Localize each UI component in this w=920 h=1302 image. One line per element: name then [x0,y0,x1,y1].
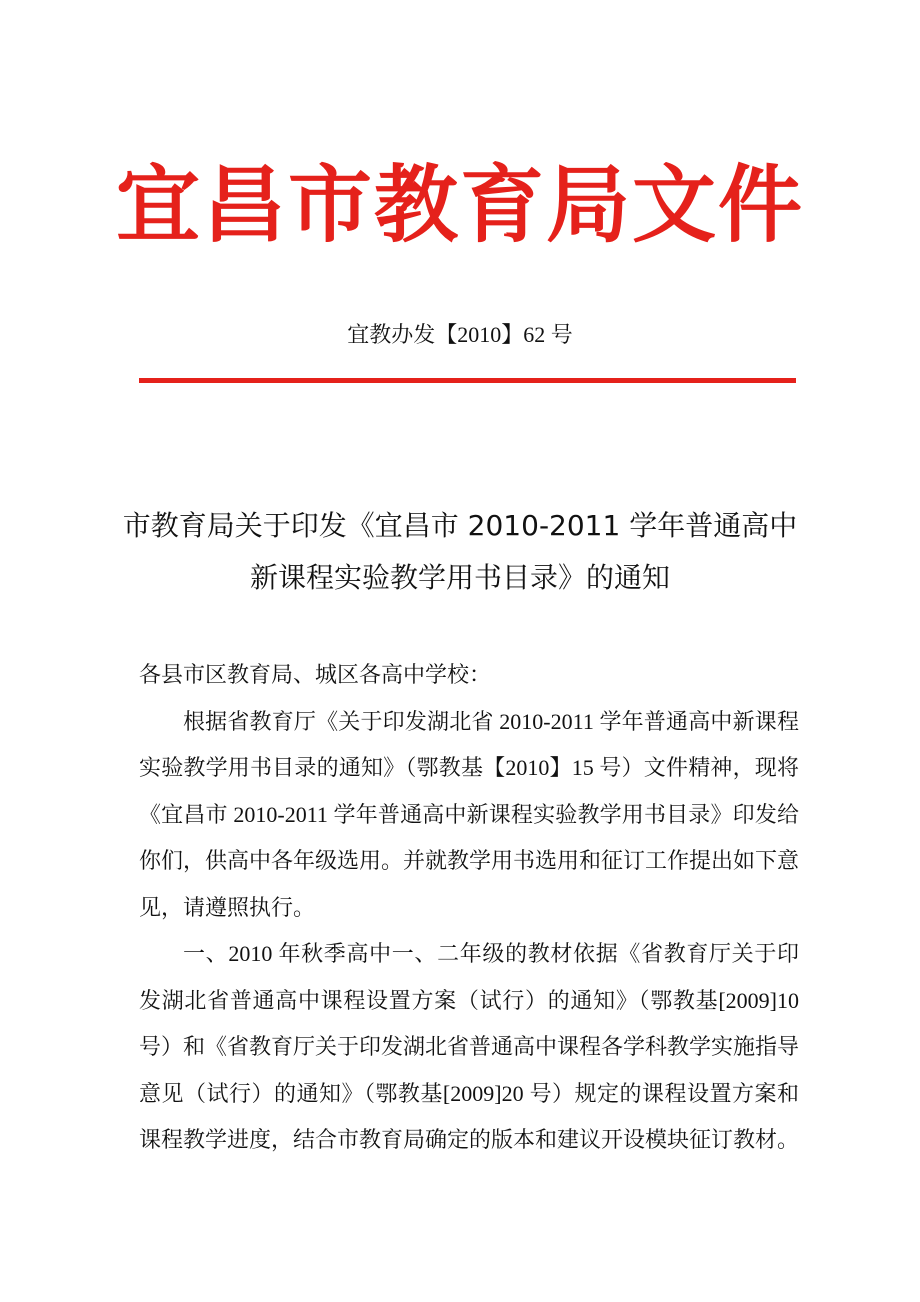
document-number: 宜教办发【2010】62 号 [347,322,573,347]
notice-title-line-2: 新课程实验教学用书目录》的通知 [249,561,670,594]
body-paragraph-1: 根据省教育厅《关于印发湖北省 2010-2011 学年普通高中新课程实验教学用书目录的通知》（鄂教基【2010】15 号）文件精神，现将《宜昌市 2010-2011 学年普通高中新课程实验教学用书目录》印发给你们，供高中各年级选用。并就教学用书选用和征订工作提出如下意见，请遵照执行。 [139,708,800,920]
document-masthead: 宜昌市教育局文件 [115,155,804,254]
notice-title-line-1: 市教育局关于印发《宜昌市 2010-2011 学年普通高中 [122,509,798,542]
addressee-line: 各县市区教育局、城区各高中学校： [139,662,492,687]
notice-body [139,652,799,1164]
body-paragraph-2: 一、2010 年秋季高中一、二年级的教材依据《省教育厅关于印发湖北省普通高中课程设置方案（试行）的通知》（鄂教基[2009]10 号）和《省教育厅关于印发湖北省普通高中课程各学科教学实施指导意见（试行）的通知》（鄂教基[2009]20 号）规定的课程设置方案和课程教学进度，结合市教育局确定的版本和建议开设模块征订教材。 [139,941,800,1152]
red-divider-line [139,378,796,383]
notice-title [100,500,820,604]
